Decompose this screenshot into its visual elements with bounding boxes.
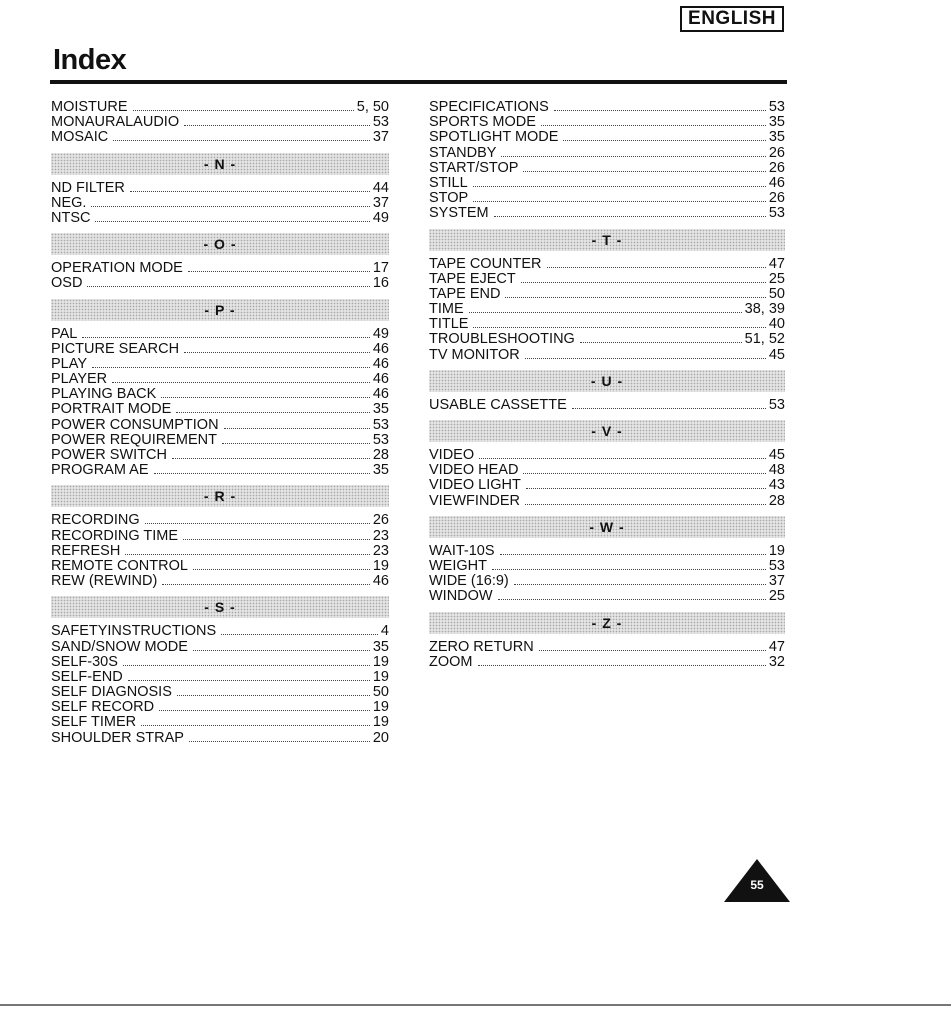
- index-page-ref: 44: [372, 179, 389, 196]
- index-page-ref: 50: [372, 684, 389, 701]
- index-page-ref: 53: [372, 416, 389, 433]
- letter-heading: - U -: [429, 370, 785, 392]
- page-title: Index: [53, 44, 127, 76]
- index-entry: [51, 342, 389, 357]
- dot-leader: [159, 710, 370, 711]
- dot-leader: [87, 286, 369, 287]
- dot-leader: [526, 488, 766, 489]
- index-term: SAFETYINSTRUCTIONS: [51, 623, 217, 640]
- index-entry: [51, 670, 389, 685]
- index-term: USABLE CASSETTE: [429, 396, 567, 413]
- index-term: TAPE END: [429, 285, 501, 302]
- index-term: OSD: [51, 275, 83, 292]
- dot-leader: [161, 397, 370, 398]
- index-entry: [51, 130, 389, 145]
- index-entry: [429, 287, 785, 302]
- index-page-ref: 53: [372, 431, 389, 448]
- dot-leader: [547, 267, 766, 268]
- index-entry: [51, 100, 389, 115]
- index-term: WIDE (16:9): [429, 573, 509, 590]
- index-term: VIDEO: [429, 447, 475, 463]
- dot-leader: [505, 297, 765, 298]
- index-term: NEG.: [51, 194, 87, 211]
- index-entry: [429, 191, 785, 206]
- dot-leader: [469, 312, 742, 313]
- index-entry: [429, 130, 785, 145]
- dot-leader: [221, 634, 378, 635]
- index-term: SELF-END: [51, 668, 123, 685]
- index-term: REMOTE CONTROL: [51, 557, 188, 574]
- index-entry: [429, 398, 785, 413]
- index-entry: [429, 574, 785, 589]
- dot-leader: [82, 337, 370, 338]
- index-term: ND FILTER: [51, 179, 125, 196]
- letter-heading: - W -: [429, 516, 785, 538]
- index-term: PLAYING BACK: [51, 386, 157, 403]
- dot-leader: [184, 125, 370, 126]
- index-page-ref: 16: [372, 275, 389, 292]
- dot-leader: [112, 382, 370, 383]
- index-term: TV MONITOR: [429, 346, 520, 363]
- dot-leader: [130, 191, 370, 192]
- letter-heading: - O -: [51, 233, 389, 255]
- dot-leader: [189, 741, 370, 742]
- letter-heading: - Z -: [429, 612, 785, 634]
- index-term: ZOOM: [429, 653, 473, 670]
- index-term: SELF RECORD: [51, 699, 155, 716]
- dot-leader: [539, 650, 766, 651]
- index-page-ref: 46: [372, 386, 389, 403]
- index-page-ref: 37: [372, 129, 389, 146]
- index-page-ref: 26: [372, 512, 389, 529]
- index-term: RECORDING TIME: [51, 527, 179, 544]
- index-entry: [429, 559, 785, 574]
- dot-leader: [500, 554, 766, 555]
- index-entry: [51, 402, 389, 417]
- index-entry: [51, 700, 389, 715]
- index-page-ref: 35: [372, 638, 389, 655]
- index-entry: [51, 357, 389, 372]
- index-term: WAIT-10S: [429, 542, 495, 559]
- index-term: SAND/SNOW MODE: [51, 638, 188, 655]
- index-page-ref: 26: [768, 190, 785, 207]
- index-term: PLAY: [51, 355, 88, 372]
- letter-heading: - S -: [51, 596, 389, 618]
- index-entry: [429, 494, 785, 509]
- index-page-ref: 26: [768, 159, 785, 176]
- index-page-ref: 25: [768, 270, 785, 287]
- title-divider: [50, 80, 787, 84]
- index-page-ref: 49: [372, 325, 389, 342]
- letter-heading: - P -: [51, 299, 389, 321]
- index-term: SPORTS MODE: [429, 114, 536, 131]
- index-page-ref: 46: [372, 355, 389, 372]
- index-page-ref: 23: [372, 542, 389, 559]
- index-entry: [51, 685, 389, 700]
- index-term: PAL: [51, 325, 78, 342]
- dot-leader: [176, 412, 370, 413]
- index-entry: [51, 559, 389, 574]
- index-page-ref: 38, 39: [744, 301, 785, 318]
- index-term: SELF TIMER: [51, 714, 137, 731]
- letter-heading: - T -: [429, 229, 785, 251]
- index-entry: [51, 574, 389, 589]
- dot-leader: [145, 523, 370, 524]
- index-term: REFRESH: [51, 542, 121, 559]
- index-page-ref: 19: [372, 668, 389, 685]
- index-term: REW (REWIND): [51, 573, 158, 590]
- index-term: STOP: [429, 190, 469, 207]
- index-entry: [51, 418, 389, 433]
- index-page-ref: 53: [768, 557, 785, 574]
- dot-leader: [572, 408, 766, 409]
- index-page-ref: 50: [768, 285, 785, 302]
- index-page-ref: 4: [380, 623, 389, 640]
- index-term: STANDBY: [429, 144, 497, 161]
- dot-leader: [563, 140, 765, 141]
- index-page-ref: 28: [372, 447, 389, 463]
- index-term: PORTRAIT MODE: [51, 401, 172, 418]
- index-term: PICTURE SEARCH: [51, 340, 180, 357]
- language-badge: ENGLISH: [680, 6, 784, 32]
- dot-leader: [123, 665, 370, 666]
- index-page-ref: 53: [768, 396, 785, 413]
- index-entry: [429, 115, 785, 130]
- index-page-ref: 35: [372, 401, 389, 418]
- index-page-ref: 37: [372, 194, 389, 211]
- index-entry: [429, 448, 785, 463]
- index-term: VIDEO LIGHT: [429, 477, 521, 494]
- index-term: TITLE: [429, 316, 469, 333]
- index-page-ref: 19: [372, 557, 389, 574]
- index-term: POWER SWITCH: [51, 447, 167, 463]
- page-number: 55: [750, 878, 764, 892]
- dot-leader: [113, 140, 370, 141]
- index-term: POWER CONSUMPTION: [51, 416, 219, 433]
- index-entry: [51, 181, 389, 196]
- dot-leader: [133, 110, 354, 111]
- index-entry: [429, 302, 785, 317]
- index-term: MOSAIC: [51, 129, 109, 146]
- index-entry: [51, 529, 389, 544]
- index-term: TIME: [429, 301, 464, 318]
- index-entry: [429, 176, 785, 191]
- dot-leader: [154, 473, 370, 474]
- dot-leader: [141, 725, 370, 726]
- index-term: ZERO RETURN: [429, 638, 534, 655]
- dot-leader: [523, 473, 765, 474]
- dot-leader: [525, 504, 766, 505]
- index-column-left: [51, 100, 389, 746]
- dot-leader: [224, 428, 370, 429]
- index-page-ref: 43: [768, 477, 785, 494]
- index-term: START/STOP: [429, 159, 519, 176]
- dot-leader: [514, 584, 766, 585]
- index-page-ref: 46: [768, 174, 785, 191]
- dot-leader: [91, 206, 369, 207]
- index-page-ref: 17: [372, 260, 389, 277]
- letter-heading: - V -: [429, 420, 785, 442]
- index-entry: [51, 448, 389, 463]
- dot-leader: [172, 458, 370, 459]
- dot-leader: [554, 110, 766, 111]
- index-page-ref: 25: [768, 588, 785, 605]
- index-entry: [429, 463, 785, 478]
- index-page-ref: 49: [372, 209, 389, 226]
- dot-leader: [525, 358, 766, 359]
- index-entry: [51, 211, 389, 226]
- index-term: WEIGHT: [429, 557, 487, 574]
- dot-leader: [479, 458, 766, 459]
- index-term: SYSTEM: [429, 205, 489, 222]
- index-page-ref: 5, 50: [356, 99, 389, 115]
- dot-leader: [193, 650, 370, 651]
- index-column-right: [429, 100, 785, 670]
- dot-leader: [498, 599, 766, 600]
- index-term: WINDOW: [429, 588, 493, 605]
- index-page-ref: 28: [768, 492, 785, 509]
- index-entry: [429, 478, 785, 493]
- index-term: RECORDING: [51, 512, 140, 529]
- dot-leader: [177, 695, 370, 696]
- dot-leader: [478, 665, 766, 666]
- index-page-ref: 26: [768, 144, 785, 161]
- dot-leader: [473, 186, 766, 187]
- index-page-ref: 46: [372, 340, 389, 357]
- index-entry: [429, 640, 785, 655]
- index-term: SPOTLIGHT MODE: [429, 129, 559, 146]
- index-page-ref: 37: [768, 573, 785, 590]
- dot-leader: [473, 327, 765, 328]
- index-entry: [51, 715, 389, 730]
- letter-heading: - R -: [51, 485, 389, 507]
- index-term: SELF DIAGNOSIS: [51, 684, 172, 701]
- dot-leader: [95, 221, 369, 222]
- index-page-ref: 53: [768, 99, 785, 115]
- index-page-ref: 47: [768, 255, 785, 272]
- dot-leader: [501, 156, 765, 157]
- index-entry: [51, 731, 389, 746]
- dot-leader: [580, 342, 742, 343]
- index-entry: [429, 272, 785, 287]
- index-entry: [51, 276, 389, 291]
- index-term: POWER REQUIREMENT: [51, 431, 217, 448]
- index-entry: [51, 624, 389, 639]
- index-term: PLAYER: [51, 371, 108, 388]
- index-page-ref: 35: [768, 129, 785, 146]
- index-page-ref: 45: [768, 346, 785, 363]
- index-entry: [429, 332, 785, 347]
- dot-leader: [494, 216, 766, 217]
- index-page-ref: 53: [372, 114, 389, 131]
- index-term: SELF-30S: [51, 653, 118, 670]
- dot-leader: [92, 367, 370, 368]
- index-entry: [51, 655, 389, 670]
- index-page-ref: 19: [372, 653, 389, 670]
- index-entry: [51, 327, 389, 342]
- dot-leader: [184, 352, 370, 353]
- index-entry: [51, 115, 389, 130]
- index-term: VIDEO HEAD: [429, 462, 519, 479]
- letter-heading: - N -: [51, 153, 389, 175]
- index-entry: [51, 261, 389, 276]
- dot-leader: [162, 584, 370, 585]
- index-page-ref: 23: [372, 527, 389, 544]
- index-entry: [51, 640, 389, 655]
- index-term: TAPE EJECT: [429, 270, 516, 287]
- index-page-ref: 40: [768, 316, 785, 333]
- index-term: SPECIFICATIONS: [429, 99, 549, 115]
- index-term: MONAURALAUDIO: [51, 114, 180, 131]
- dot-leader: [521, 282, 766, 283]
- index-entry: [51, 387, 389, 402]
- index-entry: [429, 544, 785, 559]
- index-entry: [429, 348, 785, 363]
- index-page-ref: 35: [768, 114, 785, 131]
- index-term: NTSC: [51, 209, 91, 226]
- index-entry: [51, 463, 389, 478]
- index-term: VIEWFINDER: [429, 492, 521, 509]
- index-page-ref: 19: [372, 699, 389, 716]
- dot-leader: [492, 569, 766, 570]
- index-entry: [51, 513, 389, 528]
- index-page-ref: 47: [768, 638, 785, 655]
- dot-leader: [541, 125, 766, 126]
- dot-leader: [523, 171, 765, 172]
- index-page-ref: 51, 52: [744, 331, 785, 348]
- index-entry: [429, 589, 785, 604]
- dot-leader: [128, 680, 370, 681]
- dot-leader: [188, 271, 370, 272]
- index-entry: [429, 655, 785, 670]
- index-term: PROGRAM AE: [51, 462, 149, 479]
- index-term: MOISTURE: [51, 99, 128, 115]
- dot-leader: [473, 201, 766, 202]
- bottom-border: [0, 1004, 951, 1006]
- index-entry: [51, 196, 389, 211]
- index-page-ref: 48: [768, 462, 785, 479]
- index-term: SHOULDER STRAP: [51, 729, 184, 746]
- index-page-ref: 53: [768, 205, 785, 222]
- dot-leader: [125, 554, 370, 555]
- index-entry: [429, 100, 785, 115]
- index-term: STILL: [429, 174, 468, 191]
- index-page-ref: 20: [372, 729, 389, 746]
- index-entry: [429, 206, 785, 221]
- index-term: OPERATION MODE: [51, 260, 183, 277]
- index-entry: [429, 257, 785, 272]
- index-entry: [51, 544, 389, 559]
- index-page-ref: 45: [768, 447, 785, 463]
- index-page-ref: 32: [768, 653, 785, 670]
- index-page-ref: 35: [372, 462, 389, 479]
- index-entry: [429, 146, 785, 161]
- index-entry: [429, 317, 785, 332]
- dot-leader: [193, 569, 370, 570]
- index-term: TROUBLESHOOTING: [429, 331, 575, 348]
- index-entry: [51, 372, 389, 387]
- index-entry: [51, 433, 389, 448]
- dot-leader: [222, 443, 370, 444]
- index-entry: [429, 161, 785, 176]
- dot-leader: [183, 539, 370, 540]
- index-page-ref: 19: [768, 542, 785, 559]
- index-page-ref: 19: [372, 714, 389, 731]
- index-page-ref: 46: [372, 573, 389, 590]
- index-page-ref: 46: [372, 371, 389, 388]
- index-term: TAPE COUNTER: [429, 255, 542, 272]
